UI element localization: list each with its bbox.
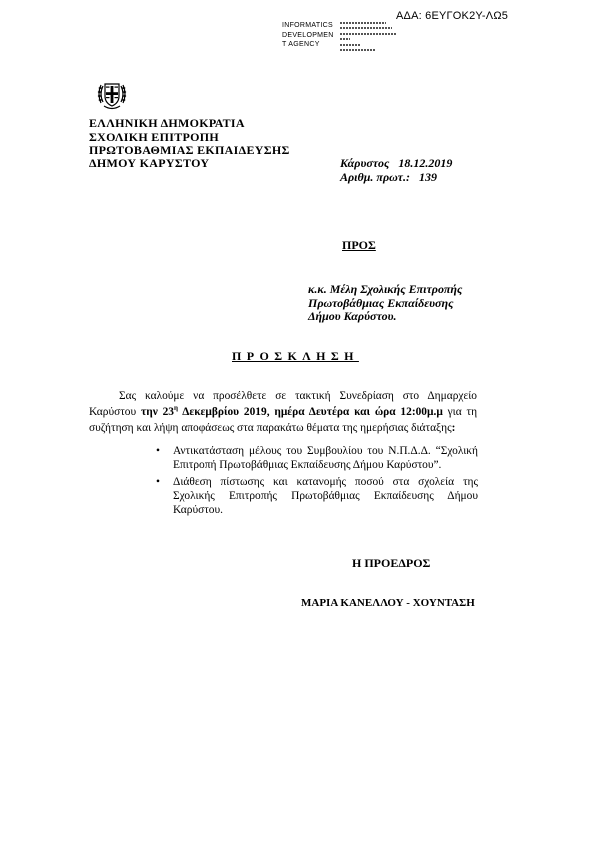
recipient-line-1: κ.κ. Μέλη Σχολικής Επιτροπής xyxy=(308,282,463,296)
header-line-4: ΔΗΜΟΥ ΚΑΡΥΣΤΟΥ xyxy=(89,156,210,170)
document-date xyxy=(340,156,452,171)
agenda-list xyxy=(156,444,478,520)
header-line-2: ΣΧΟΛΙΚΗ ΕΠΙΤΡΟΠΗ xyxy=(89,130,220,144)
document-title: ΠΡΟΣΚΛΗΣΗ xyxy=(232,349,359,363)
body-bold-pm: μ.μ xyxy=(427,406,443,418)
header-line-3: ΠΡΩΤΟΒΑΘΜΙΑΣ ΕΚΠΑΙΔΕΥΣΗΣ xyxy=(89,143,290,157)
stamp-line-3: T AGENCY xyxy=(282,41,320,48)
signature-name: ΜΑΡΙΑ ΚΑΝΕΛΛΟΥ - ΧΟΥΝΤΑΣΗ xyxy=(301,597,475,609)
body-text-2: για τη συζήτηση και λήψη αποφάσεως στα παρακάτω θέματα της ημερήσιας διάταξης xyxy=(89,406,478,434)
to-label: ΠΡΟΣ xyxy=(342,238,376,252)
agenda-item-2: Διάθεση πίστωσης και κατανομής ποσού στα σχολεία της Σχολικής Επιτροπής Πρωτοβάθμιας Εκπαίδευσης Δήμου Καρύστου. xyxy=(173,476,478,516)
bullet-icon: • xyxy=(156,476,160,488)
diavgeia-stamp xyxy=(282,21,334,50)
greek-coat-of-arms-icon xyxy=(94,76,130,112)
list-item xyxy=(156,444,478,472)
protocol-value: 139 xyxy=(418,170,437,184)
body-bold-date: την 23 xyxy=(140,406,175,418)
recipient-line-2: Πρωτοβάθμιας Εκπαίδευσης xyxy=(308,296,454,310)
recipient-line-3: Δήμου Καρύστου. xyxy=(308,309,397,323)
protocol-label: Αριθμ. πρωτ.: xyxy=(340,170,410,184)
stamp-line-2: DEVELOPMEN xyxy=(282,31,334,39)
body-superscript: η xyxy=(174,404,178,413)
stamp-line-1: INFORMATICS xyxy=(282,22,334,29)
date-label: Κάρυστος xyxy=(340,156,390,170)
body-text-1: Σας καλούμε να προσέλθετε σε τακτική Συνεδρίαση στο Δημαρχείο Καρύστου xyxy=(89,390,477,418)
header-line-1: ΕΛΛΗΝΙΚΗ ΔΗΜΟΚΡΑΤΙΑ xyxy=(89,116,245,130)
body-bold-colon: : xyxy=(451,422,456,434)
body-bold-day-time: Δεκεμβρίου 2019, ημέρα Δευτέρα και ώρα 12:00 xyxy=(178,406,428,418)
bullet-icon: • xyxy=(156,445,160,457)
protocol-number xyxy=(340,170,437,185)
invitation-paragraph xyxy=(89,388,477,436)
list-item xyxy=(156,475,478,517)
signature-role: Η ΠΡΟΕΔΡΟΣ xyxy=(352,556,431,570)
ada-code: ΑΔΑ: 6ΕΥΓΟΚ2Υ-ΛΩ5 xyxy=(396,10,509,22)
stamp-fine-print xyxy=(340,22,400,54)
agenda-item-1: Αντικατάσταση μέλους του Συμβουλίου του Ν.Π.Δ.Δ. “Σχολική Επιτροπή Πρωτοβάθμιας Εκπαίδευσης Δήμου Καρύστου”. xyxy=(173,445,478,471)
date-value: 18.12.2019 xyxy=(398,156,453,170)
